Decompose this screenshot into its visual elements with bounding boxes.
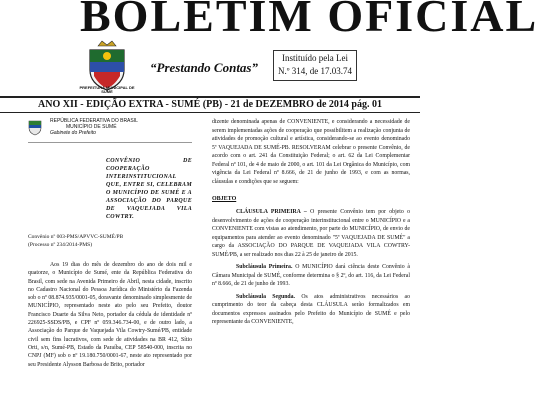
objeto-heading: OBJETO	[212, 196, 237, 202]
top-rule	[0, 96, 420, 98]
clausula-primeira	[212, 208, 410, 259]
intro-paragraph: dizente denominada apenas de CONVENIENTE, e considerando a necessidade de serem implementadas ações de cooperação que possibilitem a realização conjunta de atividades de promoção cultural e artística, considerando-se ao evento denominado 5ª VAQUEJADA DE SUMÉ-PB. RESOLVERAM celebrar o presente Convênio, de acordo com o art. 241 da Constituição Federal; o art. 62 da Lei Complementar Federal nº 101, de 4 de maio de 2000, o art. 101 da Lei Orgânica do Município, com vigência da Lei Federal nº 8.666, de 21 de junho de 1993, e com as normas, cláusulas e condições que se seguem:	[212, 119, 410, 185]
slogan: “Prestando Contas”	[150, 60, 258, 75]
bulletin-title: BOLETIM OFICIAL	[80, 0, 538, 41]
right-column	[212, 118, 410, 420]
clausula-primeira-text: O presente Convênio tem por objeto o desenvolvimento de ações de cooperação interinstitucional entre o MUNICÍPIO e a CONVENIENTE com vistas ao atendimento, por parte do MUNICÍPIO, de envio de equipamentos para atender ao evento denominado "5ª VAQUEJADA DE SUMÉ" a cargo da ASSOCIAÇÃO DO PARQUE DE VAQUEJADA VILA COWTRY-SUMÉ/PB, a ser realizado nos dias 22 à 25 de janeiro de 2015.	[212, 209, 411, 258]
subclausula-primeira	[212, 263, 410, 289]
header-line-republic: REPÚBLICA FEDERATIVA DO BRASIL	[50, 118, 138, 124]
edition-line: ANO XII - EDIÇÃO EXTRA - SUMÉ (PB) - 21 de DEZEMBRO de 2014 pág. 01	[38, 99, 382, 110]
masthead	[0, 0, 538, 96]
clausula-primeira-label: CLÁUSULA PRIMEIRA –	[236, 209, 307, 215]
header-line-cabinet: Gabinete do Prefeito	[50, 130, 96, 136]
edition-rule	[0, 112, 420, 113]
subclausula-segunda-text: Os atos administrativos necessários ao cumprimento do teor da cabeça desta CLÁUSULA serão formalizados em documentos expressos assinados pelo Prefeito do Município de SUMÉ e pelo representante da CONVENIENTE,	[212, 293, 410, 325]
left-body-paragraph: Aos 19 dias do mês de dezembro do ano de dois mil e quatorze, o Município de Sumé, ente da República Federativa do Brasil, com sede na Avenida Primeiro de Abril, nesta cidade, inscrito no Cadastro Nacional do Pessoa Jurídica do Ministério da Fazenda sob o nº 08.874.935/0001-05, doravante denominado simplesmente de MUNICÍPIO, representado neste ato pelo seu Prefeito, doutor Francisco Duarte da Silva Neto, portador da cédula de identidade nº 226925-SSDS/PB, e CPF nº 059.346.734-00, e de outro lado, a Associação do Parque de Vaquejada Vila Cowtry-Sumé/PB, entidade civil sem fins lucrativos, com sede de atividades na BR 412, Sítio Orti, s/n, Sumé-PB, Estado da Paraíba, CEP 58540-000, inscrita no CNPJ (MF) sob o nº 19.180.750/0001-67, neste ato representado por seu Presidente Alysson Barbosa de Brito, portador	[28, 262, 192, 368]
process-number: (Processo nº 234/2014-PMS)	[28, 242, 93, 248]
subclausula-primeira-label: Subcláusula Primeira.	[236, 264, 293, 270]
convenio-title: CONVÊNIO DE COOPERAÇÃO INTERINSTITUCIONAL QUE, ENTRE SI, CELEBRAM O MUNICÍPIO DE SUMÉ E A ASSOCIAÇÃO DO PARQUE DE VAQUEJADA VILA COWTRY.	[106, 158, 192, 220]
header-line-municipality: MUNICÍPIO DE SUMÉ	[66, 124, 117, 130]
left-column	[28, 118, 192, 420]
subclausula-segunda	[212, 293, 410, 327]
crest-caption: PREFEITURA MUNICIPAL DE SUMÉ	[79, 85, 135, 94]
subclausula-primeira-text: O MUNICÍPIO dará ciência deste Convênio à Câmara Municipal de SUMÉ, conforme determina o § 2º, do art. 116, da Lei Federal nº 8.666, de 21 de junho de 1993.	[212, 264, 411, 287]
instituted-by-law-box	[273, 50, 357, 81]
lei-line-1: Instituído pela Lei	[282, 53, 348, 63]
convenio-number: Convênio nº 003-PMS/APVVC-SUMÉ/PB	[28, 234, 124, 240]
mini-crest-icon	[28, 118, 42, 136]
subclausula-segunda-label: Subcláusula Segunda.	[236, 293, 295, 300]
document-header	[28, 118, 192, 143]
lei-line-2: N.º 314, de 17.03.74	[277, 66, 353, 76]
